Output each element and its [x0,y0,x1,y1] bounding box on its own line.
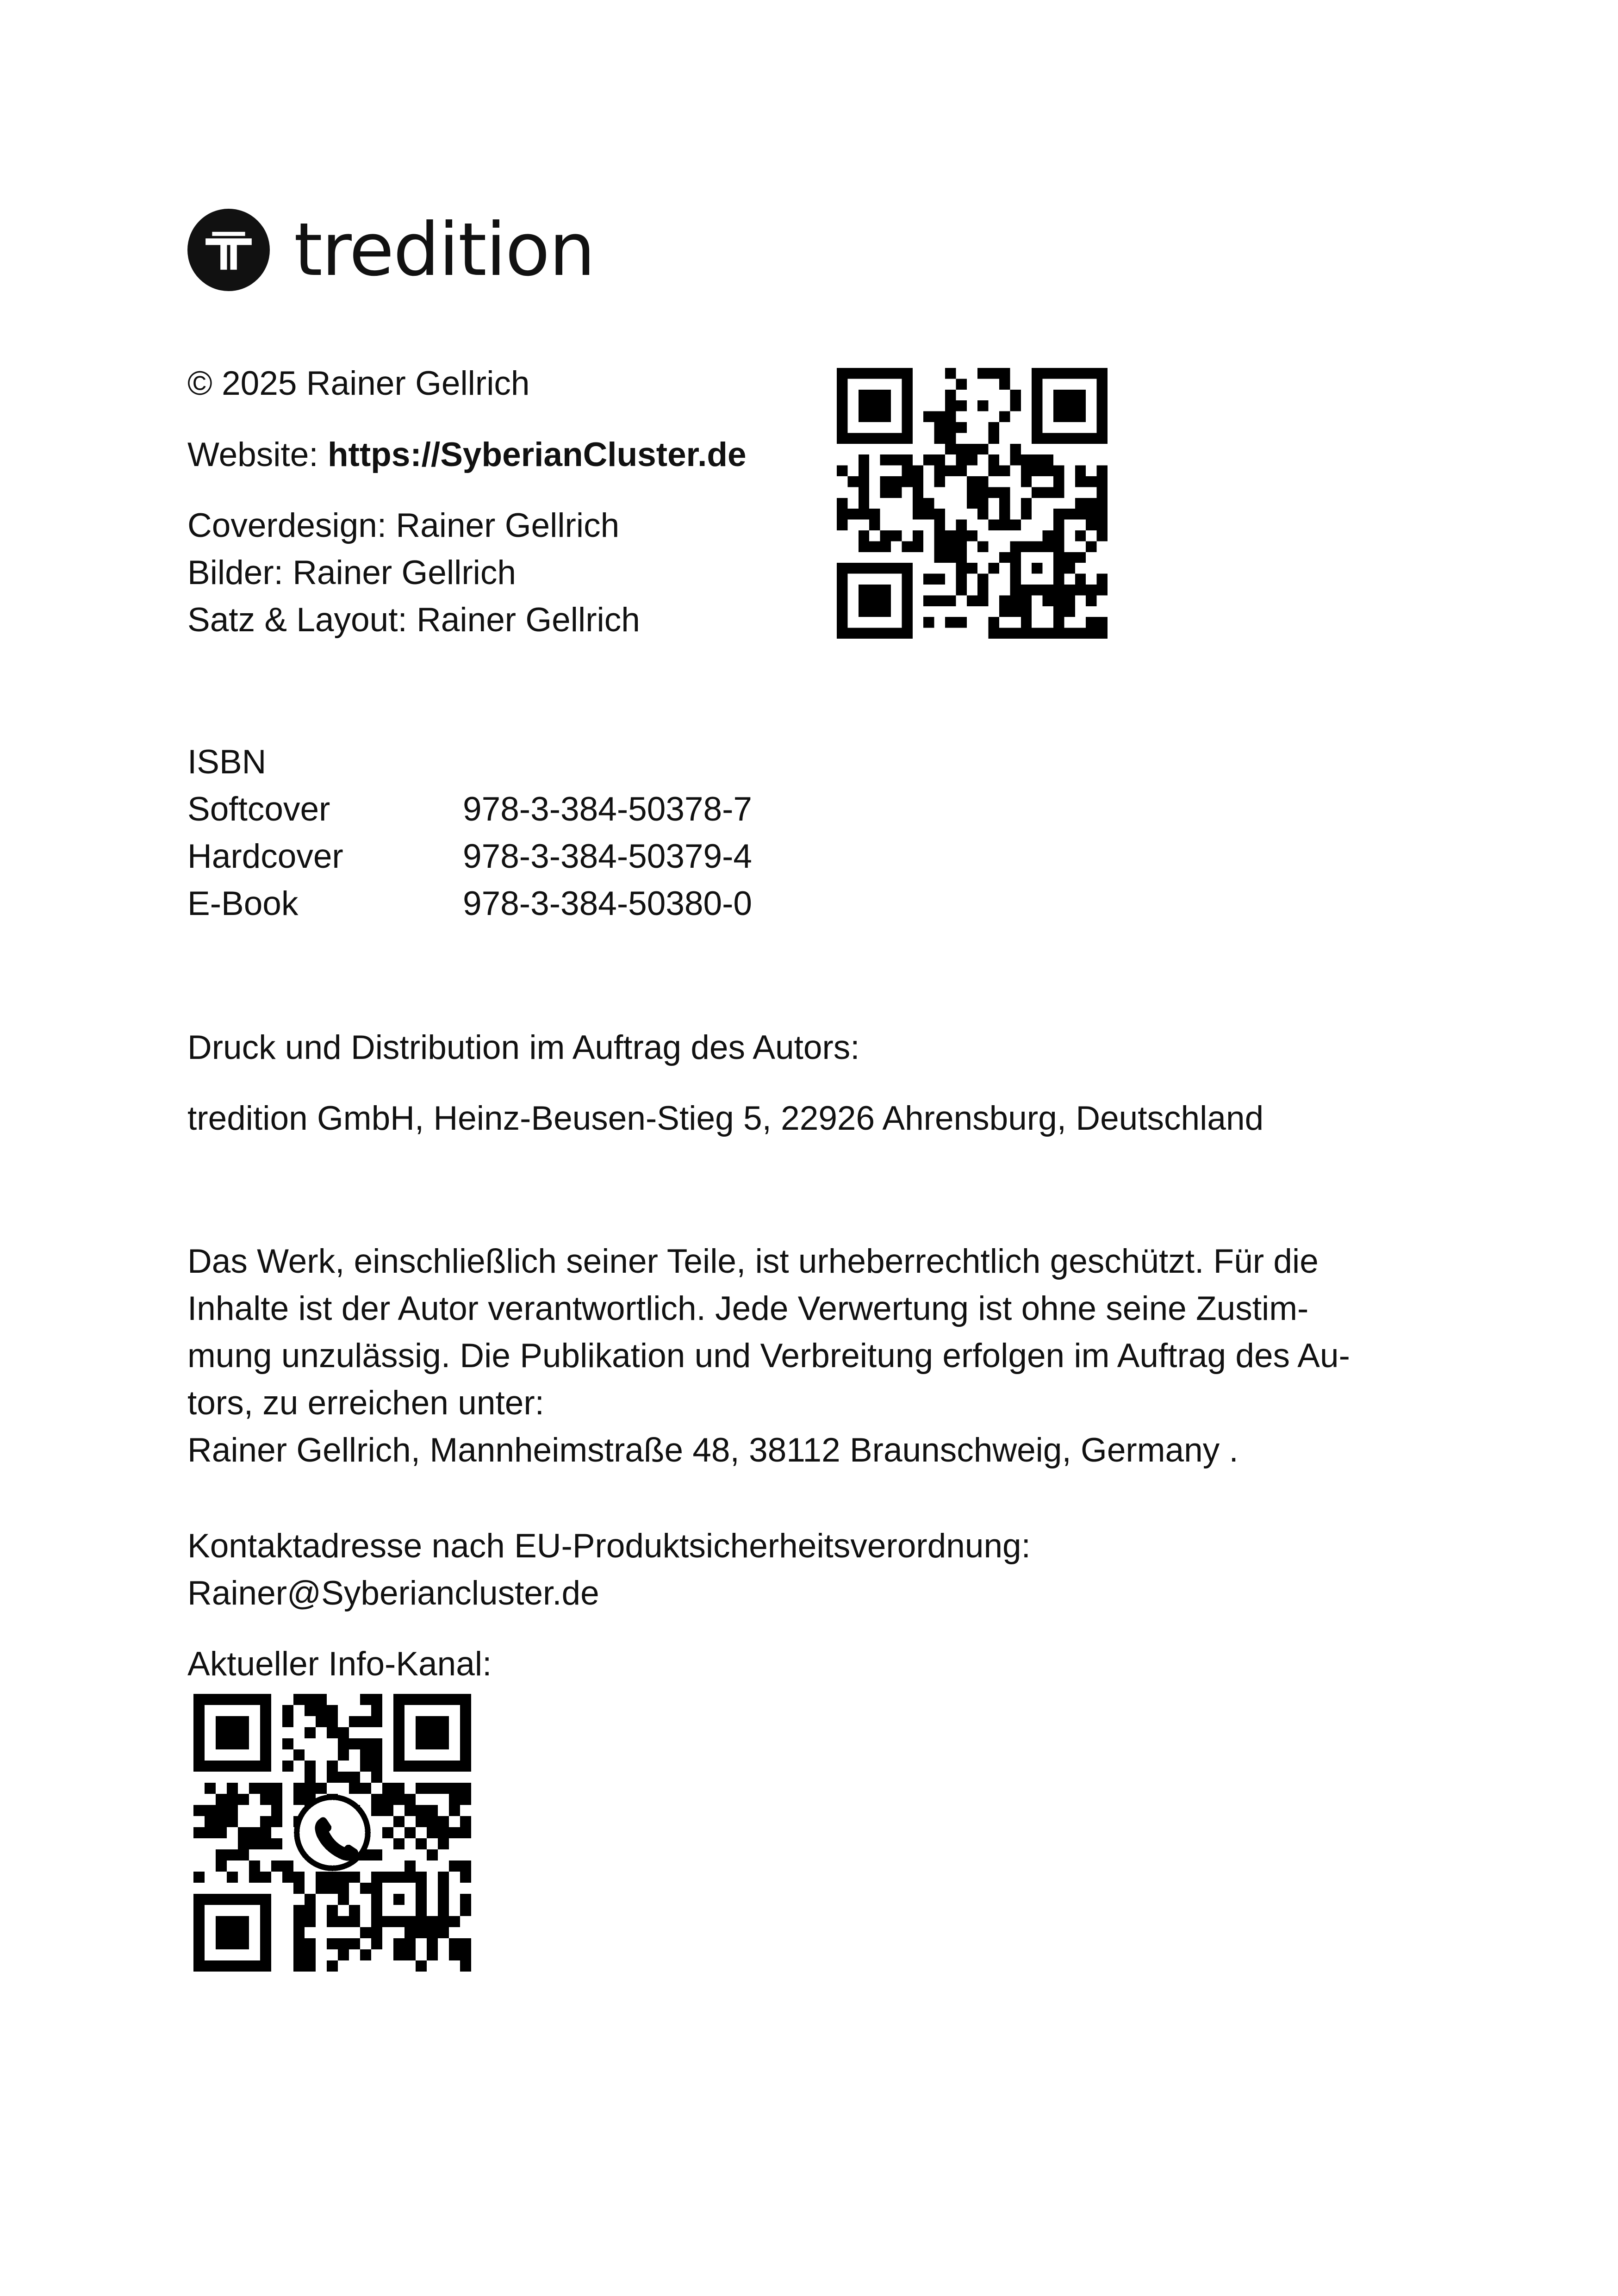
publisher-logo [187,208,595,292]
distribution-heading: Druck und Distribution im Auftrag des Autors: [187,1029,860,1066]
website-line [187,431,747,479]
legal-line: Inhalte ist der Autor verantwortlich. Jede Verwertung ist ohne seine Zustim- [187,1290,1309,1327]
legal-line: Rainer Gellrich, Mannheimstraße 48, 38112 Braunschweig, Germany . [187,1431,1238,1469]
legal-line: Das Werk, einschließlich seiner Teile, ist urheberrechtlich geschützt. Für die [187,1243,1319,1280]
publisher-name: tredition [294,207,595,292]
info-channel-label: Aktueller Info-Kanal: [187,1645,492,1683]
isbn-type: Softcover [187,790,330,828]
qr-code-icon [837,368,1108,639]
isbn-type: E-Book [187,885,299,922]
credit-layout: Satz & Layout: Rainer Gellrich [187,601,640,639]
distribution-address: tredition GmbH, Heinz-Beusen-Stieg 5, 22926 Ahrensburg, Deutschland [187,1100,1264,1137]
isbn-row [187,833,752,880]
whatsapp-qr-code-icon [193,1694,471,1972]
contact-block [187,1523,1031,1617]
isbn-row [187,880,752,927]
isbn-number: 978-3-384-50379-4 [463,838,753,875]
tredition-logo-icon [187,209,270,291]
website-label: Website: [187,436,328,473]
contact-label: Kontaktadresse nach EU-Produktsicherheitsverordnung: [187,1527,1031,1565]
isbn-block [187,739,752,927]
legal-line: tors, zu erreichen unter: [187,1384,544,1422]
credit-cover: Coverdesign: Rainer Gellrich [187,507,620,544]
legal-line: mung unzulässig. Die Publikation und Verbreitung erfolgen im Auftrag des Au- [187,1337,1350,1375]
isbn-row [187,786,752,833]
website-link[interactable]: https://SyberianCluster.de [327,436,747,473]
isbn-heading: ISBN [187,743,267,781]
legal-notice [187,1238,1350,1474]
credit-images: Bilder: Rainer Gellrich [187,554,516,591]
contact-email[interactable]: Rainer@Syberiancluster.de [187,1574,599,1612]
isbn-number: 978-3-384-50378-7 [463,790,753,828]
isbn-type: Hardcover [187,838,343,875]
credits [187,502,640,644]
isbn-number: 978-3-384-50380-0 [463,885,753,922]
copyright-line: © 2025 Rainer Gellrich [187,365,530,402]
